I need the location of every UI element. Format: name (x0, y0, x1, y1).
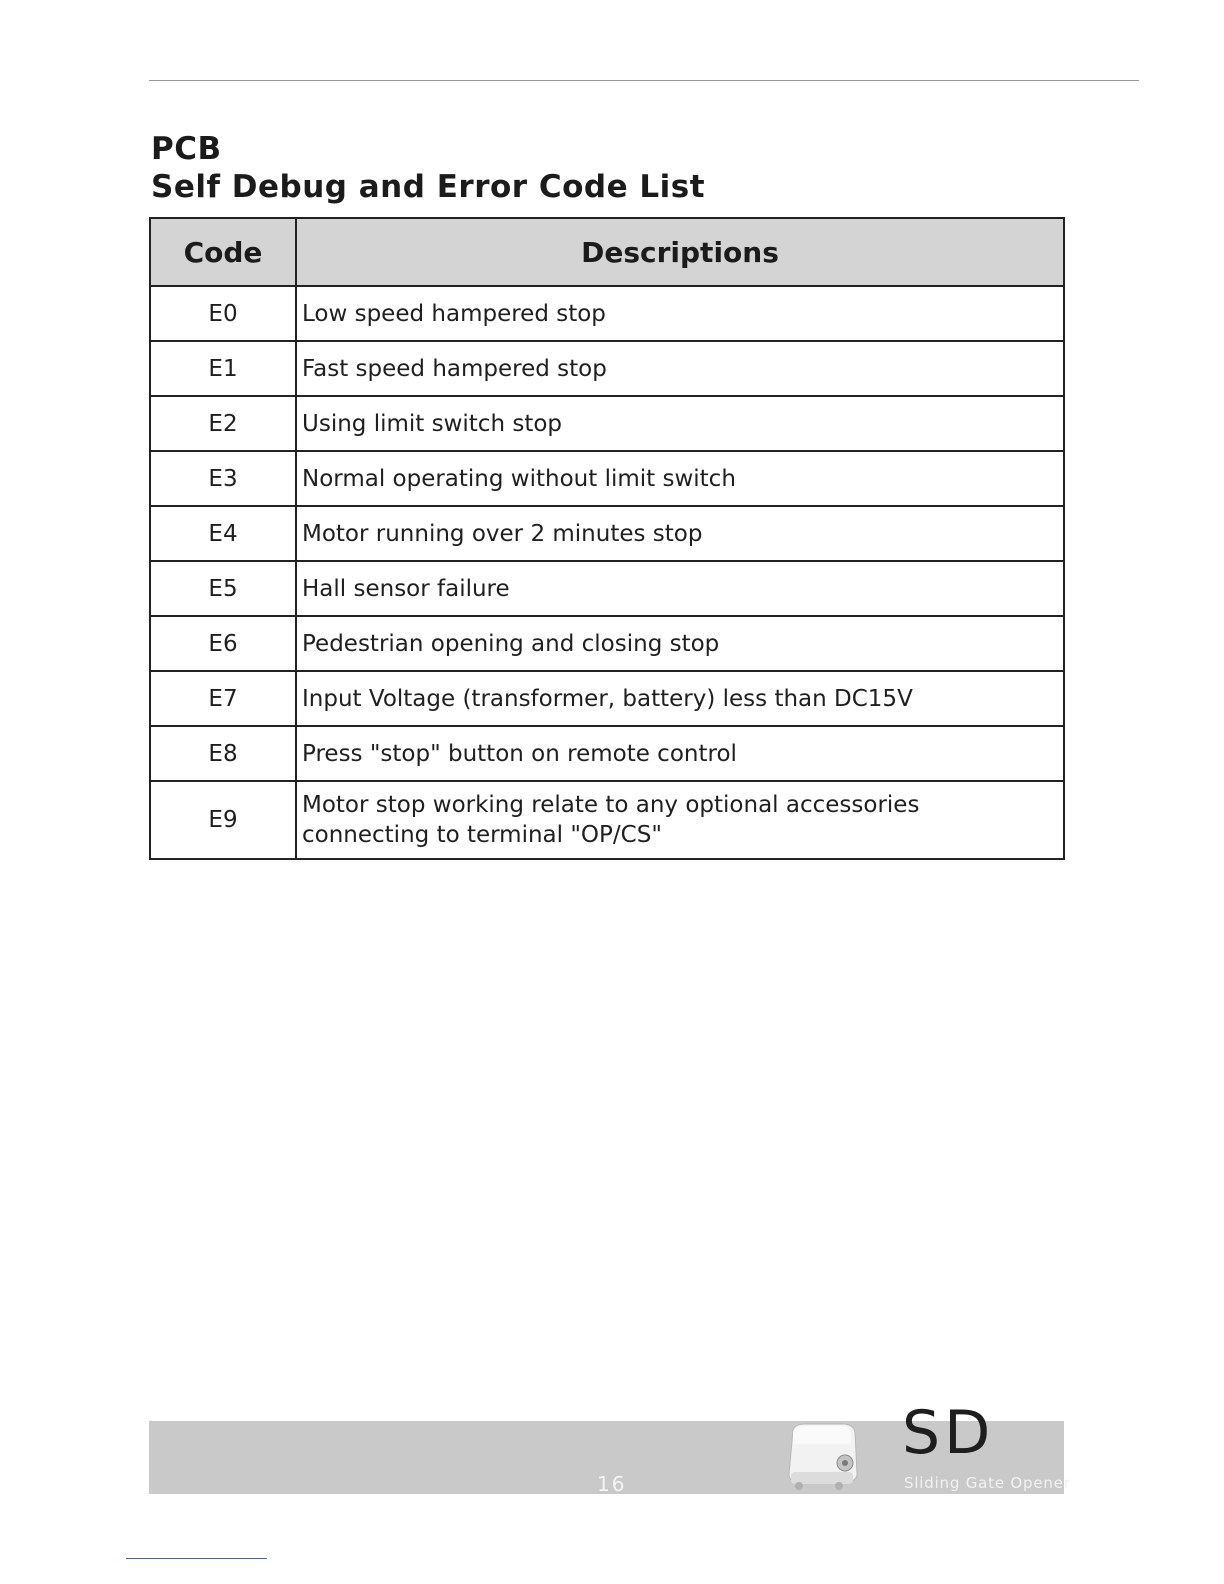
title-line-error-code-list: Self Debug and Error Code List (151, 169, 706, 205)
error-description-cell: Hall sensor failure (296, 561, 1064, 616)
error-description-cell: Low speed hampered stop (296, 286, 1064, 341)
error-code-cell: E7 (150, 671, 296, 726)
table-row (150, 561, 1064, 616)
table-row (150, 451, 1064, 506)
bottom-link-underline (126, 1558, 267, 1559)
error-code-cell: E1 (150, 341, 296, 396)
table-row (150, 506, 1064, 561)
error-description-cell: Normal operating without limit switch (296, 451, 1064, 506)
gate-opener-motor-icon (783, 1420, 863, 1494)
table-row (150, 616, 1064, 671)
error-code-cell: E0 (150, 286, 296, 341)
table-row (150, 396, 1064, 451)
title-line-pcb: PCB (151, 131, 222, 167)
error-description-cell: Press "stop" button on remote control (296, 726, 1064, 781)
error-code-table (149, 217, 1065, 860)
table-row (150, 726, 1064, 781)
error-code-cell: E2 (150, 396, 296, 451)
error-description-cell: Pedestrian opening and closing stop (296, 616, 1064, 671)
page-number: 16 (597, 1472, 627, 1496)
column-header-code: Code (150, 218, 296, 286)
error-description-cell (296, 781, 1064, 859)
table-row (150, 671, 1064, 726)
error-code-cell: E8 (150, 726, 296, 781)
error-code-cell: E5 (150, 561, 296, 616)
brand-mark: SD (902, 1398, 995, 1468)
error-code-cell: E3 (150, 451, 296, 506)
error-code-cell: E9 (150, 781, 296, 859)
column-header-descriptions: Descriptions (296, 218, 1064, 286)
table-row (150, 341, 1064, 396)
description-line: connecting to terminal "OP/CS" (302, 822, 662, 848)
table-row (150, 781, 1064, 859)
page-title (151, 130, 705, 206)
description-line: Motor stop working relate to any optional accessories (302, 792, 920, 818)
top-rule (149, 80, 1139, 81)
error-description-cell: Input Voltage (transformer, battery) less than DC15V (296, 671, 1064, 726)
error-description-cell: Using limit switch stop (296, 396, 1064, 451)
brand-subtitle: Sliding Gate Opener (904, 1474, 1071, 1492)
table-header-row (150, 218, 1064, 286)
error-code-cell: E6 (150, 616, 296, 671)
error-code-cell: E4 (150, 506, 296, 561)
error-description-cell: Fast speed hampered stop (296, 341, 1064, 396)
error-description-cell: Motor running over 2 minutes stop (296, 506, 1064, 561)
table-row (150, 286, 1064, 341)
